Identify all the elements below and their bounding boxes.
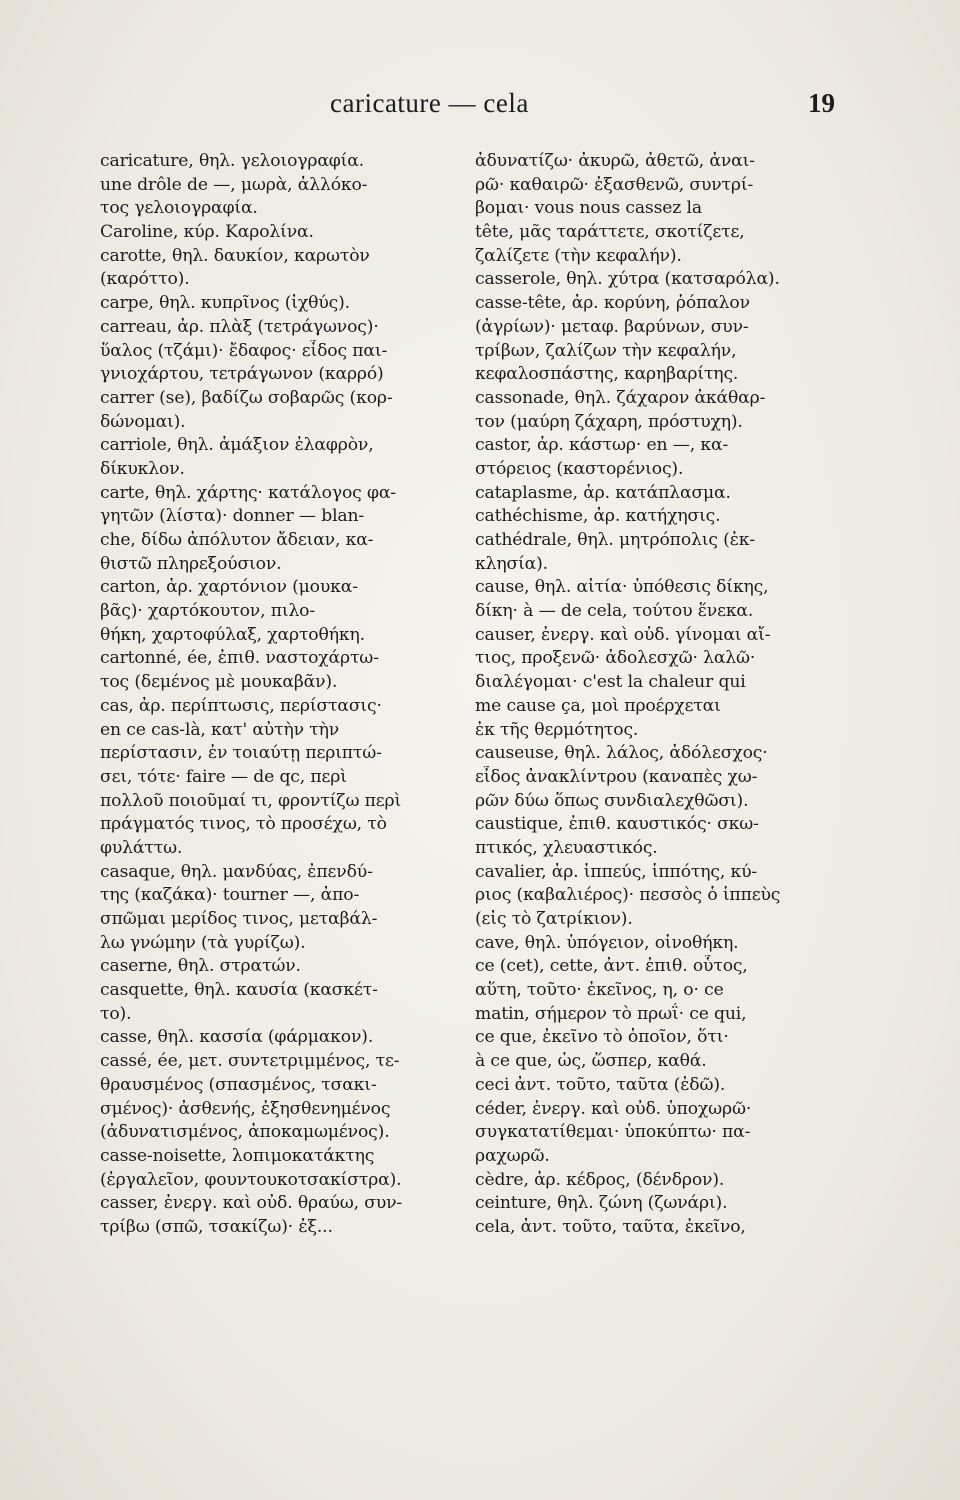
entry-line: casserole, θηλ. χύτρα (κατσαρόλα). bbox=[475, 269, 780, 290]
entry-line: σμένος)· ἀσθενής, ἐξησθενημένος bbox=[100, 1098, 391, 1119]
entry-line: φυλάττω. bbox=[100, 837, 183, 858]
entry-line: ἀδυνατίζω· ἀκυρῶ, ἀθετῶ, ἀναι- bbox=[475, 151, 755, 171]
entry-line: che, δίδω ἀπόλυτον ἄδειαν, κα- bbox=[100, 530, 374, 550]
entry-line: (ἐργαλεῖον, φουντουκοτσακίστρα). bbox=[100, 1169, 402, 1190]
entry-line: cassonade, θηλ. ζάχαρον ἀκάθαρ- bbox=[475, 387, 766, 408]
entry-line: πολλοῦ ποιοῦμαί τι, φροντίζω περὶ bbox=[100, 790, 402, 811]
entry-line: γητῶν (λίστα)· donner — blan- bbox=[100, 506, 365, 527]
entry-line: cartonné, ée, ἐπιθ. ναστοχάρτω- bbox=[100, 648, 379, 669]
entry-line: ριος (καβαλιέρος)· πεσσὸς ὁ ἱππεὺς bbox=[475, 885, 781, 906]
entry-line: τος (δεμένος μὲ μουκαβᾶν). bbox=[100, 672, 338, 693]
entry-line: στόρειος (καστορένιος). bbox=[475, 458, 684, 479]
entry-line: causeuse, θηλ. λάλος, ἀδόλεσχος· bbox=[475, 743, 768, 764]
entry-line: κεφαλοσπάστης, καρηβαρίτης. bbox=[475, 364, 739, 385]
entry-line: τον (μαύρη ζάχαρη, πρόστυχη). bbox=[475, 411, 743, 432]
entry-line: caserne, θηλ. στρατών. bbox=[100, 956, 301, 977]
entry-line: θραυσμένος (σπασμένος, τσακι- bbox=[100, 1074, 377, 1095]
entry-line: ceinture, θηλ. ζώνη (ζωνάρι). bbox=[475, 1193, 728, 1214]
entry-line: ρῶ· καθαιρῶ· ἐξασθενῶ, συντρί- bbox=[475, 174, 754, 195]
entry-line: casaque, θηλ. μανδύας, ἐπενδύ- bbox=[100, 861, 373, 882]
entry-line: δώνομαι). bbox=[100, 411, 186, 432]
entry-line: βομαι· vous nous cassez la bbox=[475, 198, 702, 219]
entry-line: (καρόττο). bbox=[100, 269, 190, 290]
entry-line: (ἀδυνατισμένος, ἀποκαμωμένος). bbox=[100, 1122, 390, 1143]
running-head bbox=[0, 88, 960, 128]
entry-line: αὕτη, τοῦτο· ἐκεῖνος, η, ο· ce bbox=[475, 980, 724, 1001]
entry-line: cavalier, ἀρ. ἱππεύς, ἱππότης, κύ- bbox=[475, 861, 758, 882]
entry-line: carotte, θηλ. δαυκίον, καρωτὸν bbox=[100, 245, 370, 266]
entry-line: carreau, ἀρ. πλὰξ (τετράγωνος)· bbox=[100, 316, 379, 337]
entry-line: en ce cas-là, κατ' αὐτὴν τὴν bbox=[100, 719, 340, 740]
entry-line: τρίβων, ζαλίζων τὴν κεφαλήν, bbox=[475, 340, 737, 361]
entry-line: δίκυκλον. bbox=[100, 458, 185, 479]
entry-line: σπῶμαι μερίδος τινος, μεταβάλ- bbox=[100, 909, 378, 929]
entry-line: της (καζάκα)· tourner —, ἀπο- bbox=[100, 885, 360, 906]
entry-line: cassé, ée, μετ. συντετριμμένος, τε- bbox=[100, 1051, 400, 1072]
entry-line: ραχωρῶ. bbox=[475, 1145, 550, 1166]
entry-line: το). bbox=[100, 1003, 132, 1024]
entry-line: castor, ἀρ. κάστωρ· en —, κα- bbox=[475, 435, 729, 456]
entry-line: ρῶν δύω ὅπως συνδιαλεχθῶσι). bbox=[475, 790, 749, 811]
entry-line: me cause ça, μοὶ προέρχεται bbox=[475, 695, 721, 716]
entry-line: κλησία). bbox=[475, 553, 548, 574]
entry-line: βᾶς)· χαρτόκουτον, πιλο- bbox=[100, 601, 316, 622]
entry-line: carrer (se), βαδίζω σοβαρῶς (κορ- bbox=[100, 387, 393, 408]
entry-line: matin, σήμερον τὸ πρωΐ· ce qui, bbox=[475, 1003, 747, 1024]
entry-line: caricature, θηλ. γελοιογραφία. bbox=[100, 151, 365, 171]
entry-line: (εἰς τὸ ζατρίκιον). bbox=[475, 909, 633, 929]
entry-line: (ἀγρίων)· μεταφ. βαρύνων, συν- bbox=[475, 316, 749, 337]
entry-line: casse-tête, ἀρ. κορύνη, ῥόπαλον bbox=[475, 293, 750, 314]
left-column bbox=[100, 150, 470, 1485]
entry-line: carriole, θηλ. ἁμάξιον ἐλαφρὸν, bbox=[100, 435, 374, 456]
entry-line: cèdre, ἀρ. κέδρος, (δένδρον). bbox=[475, 1169, 725, 1190]
entry-line: ce (cet), cette, ἀντ. ἐπιθ. οὗτος, bbox=[475, 956, 748, 977]
page-number: 19 bbox=[808, 88, 835, 118]
entry-line: ce que, ἐκεῖνο τὸ ὁποῖον, ὅτι· bbox=[475, 1027, 729, 1048]
entry-line: casquette, θηλ. καυσία (κασκέτ- bbox=[100, 980, 378, 1001]
entry-line: τος γελοιογραφία. bbox=[100, 198, 258, 219]
entry-line: ceci ἀντ. τοῦτο, ταῦτα (ἐδῶ). bbox=[475, 1074, 726, 1095]
entry-line: cas, ἀρ. περίπτωσις, περίστασις· bbox=[100, 695, 382, 716]
entry-line: céder, ἐνεργ. καὶ οὐδ. ὑποχωρῶ· bbox=[475, 1098, 752, 1119]
entry-line: cathédrale, θηλ. μητρόπολις (ἐκ- bbox=[475, 530, 756, 550]
entry-line: carton, ἀρ. χαρτόνιον (μουκα- bbox=[100, 577, 358, 598]
entry-line: cave, θηλ. ὑπόγειον, οἰνοθήκη. bbox=[475, 932, 739, 953]
entry-line: εἶδος ἀνακλίντρου (καναπὲς χω- bbox=[475, 766, 758, 787]
entry-line: τρίβω (σπῶ, τσακίζω)· ἐξ... bbox=[100, 1216, 333, 1237]
entry-line: cause, θηλ. αἰτία· ὑπόθεσις δίκης, bbox=[475, 577, 769, 598]
entry-line: cathéchisme, ἀρ. κατήχησις. bbox=[475, 506, 721, 527]
entry-line: casser, ἐνεργ. καὶ οὐδ. θραύω, συν- bbox=[100, 1193, 403, 1214]
right-column bbox=[475, 150, 860, 1485]
entry-line: cataplasme, ἀρ. κατάπλασμα. bbox=[475, 482, 731, 503]
entry-line: συγκατατίθεμαι· ὑποκύπτω· πα- bbox=[475, 1122, 751, 1143]
entry-line: cela, ἀντ. τοῦτο, ταῦτα, ἐκεῖνο, bbox=[475, 1216, 746, 1237]
entry-line: τιος, προξενῶ· ἀδολεσχῶ· λαλῶ· bbox=[475, 648, 756, 669]
entry-line: δίκη· à — de cela, τούτου ἕνεκα. bbox=[475, 601, 754, 622]
entry-line: tête, μᾶς ταράττετε, σκοτίζετε, bbox=[475, 222, 745, 243]
entry-line: διαλέγομαι· c'est la chaleur qui bbox=[475, 672, 746, 693]
entry-line: casse, θηλ. κασσία (φάρμακον). bbox=[100, 1027, 374, 1048]
entry-line: casse-noisette, λοπιμοκατάκτης bbox=[100, 1145, 375, 1166]
entry-line: carte, θηλ. χάρτης· κατάλογος φα- bbox=[100, 482, 396, 503]
page-title: caricature — cela bbox=[330, 88, 529, 118]
entry-line: πτικός, χλευαστικός. bbox=[475, 837, 658, 858]
entry-line: Caroline, κύρ. Καρολίνα. bbox=[100, 222, 314, 243]
entry-line: une drôle de —, μωρὰ, ἀλλόκο- bbox=[100, 174, 368, 195]
entry-line: θήκη, χαρτοφύλαξ, χαρτοθήκη. bbox=[100, 624, 365, 645]
entry-line: ἐκ τῆς θερμότητος. bbox=[475, 719, 639, 740]
entry-line: πράγματός τινος, τὸ προσέχω, τὸ bbox=[100, 814, 387, 835]
entry-line: σει, τότε· faire — de qc, περὶ bbox=[100, 766, 347, 787]
entry-line: ὕαλος (τζάμι)· ἔδαφος· εἶδος παι- bbox=[100, 340, 388, 361]
entry-line: à ce que, ὡς, ὥσπερ, καθά. bbox=[475, 1051, 707, 1072]
entry-line: causer, ἐνεργ. καὶ οὐδ. γίνομαι αἴ- bbox=[475, 624, 771, 645]
entry-line: περίστασιν, ἐν τοιαύτῃ περιπτώ- bbox=[100, 743, 382, 764]
entry-line: ζαλίζετε (τὴν κεφαλήν). bbox=[475, 245, 682, 266]
entry-line: θιστῶ πληρεξούσιον. bbox=[100, 553, 282, 574]
entry-line: caustique, ἐπιθ. καυστικός· σκω- bbox=[475, 814, 759, 835]
entry-line: λω γνώμην (τὰ γυρίζω). bbox=[100, 932, 306, 953]
entry-line: carpe, θηλ. κυπρῖνος (ἰχθύς). bbox=[100, 293, 350, 314]
entry-line: γνιοχάρτου, τετράγωνον (καρρό) bbox=[100, 364, 384, 385]
